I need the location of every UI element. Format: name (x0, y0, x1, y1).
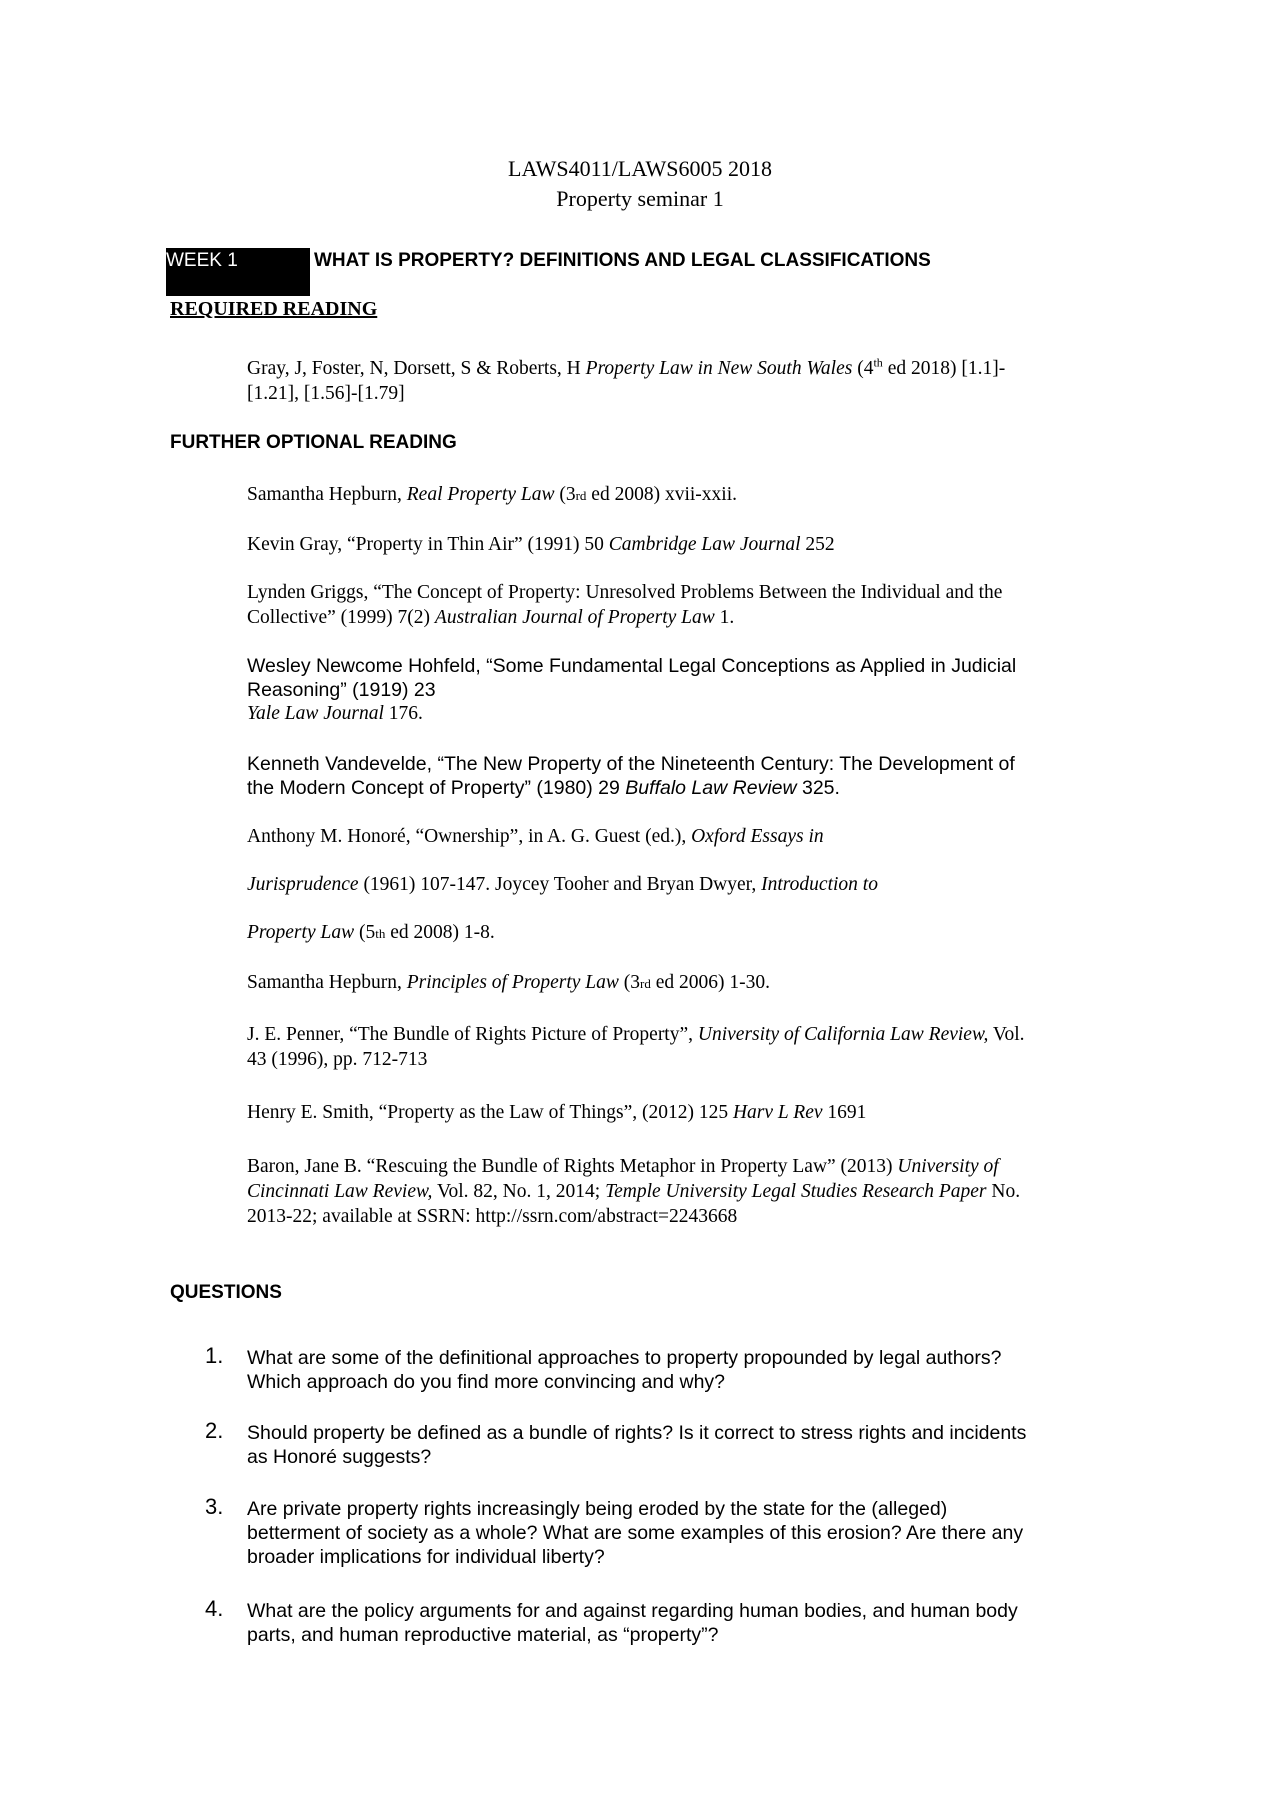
reference-item: Baron, Jane B. “Rescuing the Bundle of Rights Metaphor in Property Law” (2013) University of Cincinnati Law Review, Vol. 82, No. 1, 2014; Temple University Legal Studies Research Paper No. 2013-22; available at SSRN: http://ssrn.com/abstract=2243668 (247, 1156, 1021, 1227)
question-number: 3. (205, 1494, 224, 1519)
question-number: 4. (205, 1596, 224, 1621)
reference-item: J. E. Penner, “The Bundle of Rights Picture of Property”, University of California Law Review, Vol. 43 (1996), pp. 712-713 (247, 1024, 1025, 1070)
question-number: 1. (205, 1343, 224, 1368)
question-text: What are the policy arguments for and against regarding human bodies, and human body parts, and human reproductive material, as “property”? (247, 1600, 1018, 1646)
required-reading-heading: REQUIRED READING (170, 298, 378, 320)
questions-heading: QUESTIONS (170, 1282, 282, 1303)
required-reference: Gray, J, Foster, N, Dorsett, S & Roberts, H Property Law in New South Wales (4th ed 2018) [1.1]- [1.21], [1.56]-[1.79] (247, 355, 1006, 404)
reference-item: Property Law (5th ed 2008) 1-8. (247, 922, 495, 943)
reference-item: Wesley Newcome Hohfeld, “Some Fundamental Legal Conceptions as Applied in Judicial Reasoning” (1919) 23 Yale Law Journal 176. (247, 655, 1017, 724)
reference-item: Samantha Hepburn, Principles of Property Law (3rd ed 2006) 1-30. (247, 972, 771, 993)
reference-item: Samantha Hepburn, Real Property Law (3rd ed 2008) xvii-xxii. (247, 484, 737, 505)
reference-item: Anthony M. Honoré, “Ownership”, in A. G. Guest (ed.), Oxford Essays in (247, 826, 824, 847)
question-text: What are some of the definitional approaches to property propounded by legal authors? Which approach do you find more convincing and why? (247, 1347, 1002, 1393)
reference-item: Kevin Gray, “Property in Thin Air” (1991) 50 Cambridge Law Journal 252 (247, 534, 835, 555)
week-title: WHAT IS PROPERTY? DEFINITIONS AND LEGAL CLASSIFICATIONS (314, 250, 931, 271)
seminar-title: Property seminar 1 (556, 186, 724, 211)
reference-item: Jurisprudence (1961) 107-147. Joycey Tooher and Bryan Dwyer, Introduction to (247, 874, 878, 895)
reference-item: Lynden Griggs, “The Concept of Property: Unresolved Problems Between the Individual and the Collective” (1999) 7(2) Australian Journal of Property Law 1. (247, 582, 1003, 628)
question-number: 2. (205, 1418, 224, 1443)
week-label: WEEK 1 (166, 250, 238, 271)
question-text: Are private property rights increasingly being eroded by the state for the (alleged) betterment of society as a whole? What are some examples of this erosion? Are there any broader implications for individual liberty? (247, 1498, 1024, 1568)
reference-item: Kenneth Vandevelde, “The New Property of the Nineteenth Century: The Development of the Modern Concept of Property” (1980) 29 Buffalo Law Review 325. (247, 753, 1015, 799)
question-text: Should property be defined as a bundle of rights? Is it correct to stress rights and incidents as Honoré suggests? (247, 1422, 1027, 1468)
reference-item: Henry E. Smith, “Property as the Law of Things”, (2012) 125 Harv L Rev 1691 (247, 1102, 867, 1123)
course-code: LAWS4011/LAWS6005 2018 (508, 156, 772, 181)
further-reading-heading: FURTHER OPTIONAL READING (170, 432, 457, 453)
